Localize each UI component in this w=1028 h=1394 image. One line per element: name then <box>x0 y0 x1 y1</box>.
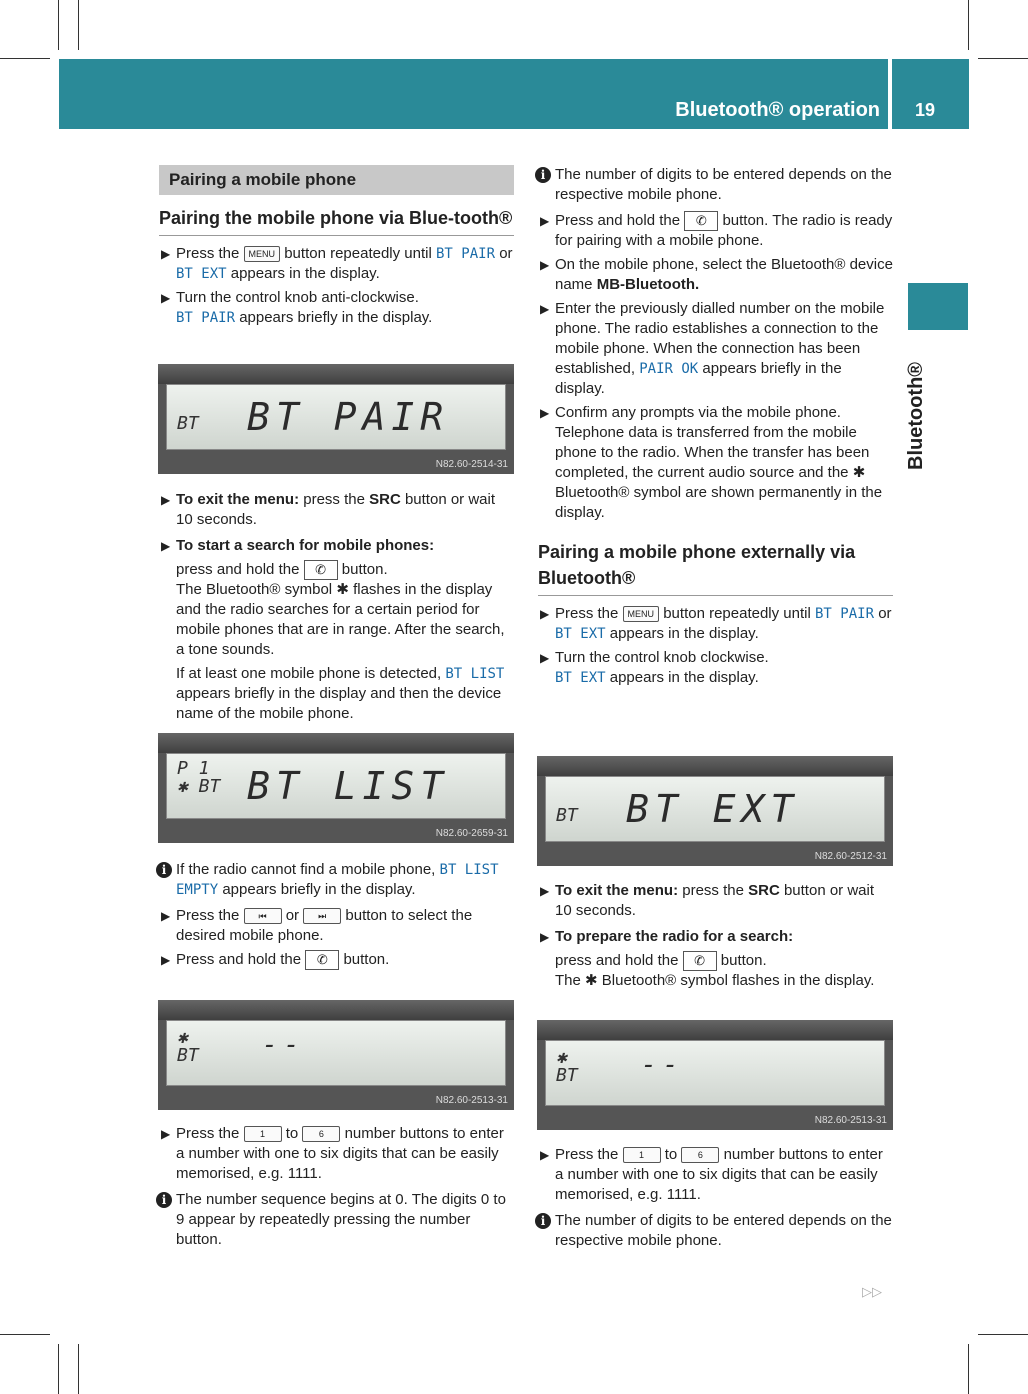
bullet-arrow-icon: ▶ <box>540 651 550 666</box>
number-key-6-icon: 6 <box>681 1147 719 1163</box>
text: The number of digits to be entered depends on the respective mobile phone. <box>555 166 892 203</box>
bluetooth-icon: ✱ <box>336 581 349 599</box>
text: press and hold the <box>555 952 679 969</box>
phone-key-icon: ✆ <box>683 951 717 971</box>
display-text: BT EXT <box>555 670 606 687</box>
lcd-small-text: ✱ BT <box>177 1027 199 1066</box>
step <box>159 244 514 284</box>
text: or <box>285 907 300 924</box>
text: press the <box>303 491 365 508</box>
crop-mark <box>78 0 79 50</box>
number-key-1-icon: 1 <box>244 1126 282 1142</box>
step <box>538 881 893 921</box>
text: number buttons to enter a number with one to six digits that can be easily memorised, e.g. 1111. <box>176 1125 504 1182</box>
paragraph <box>176 664 514 724</box>
lcd-bezel <box>537 756 893 776</box>
text: appears briefly in the display. <box>239 309 433 326</box>
info-note <box>538 1211 893 1251</box>
step <box>538 255 893 295</box>
crop-mark <box>78 1344 79 1394</box>
text: Press the <box>176 1125 240 1142</box>
step <box>159 490 514 530</box>
bullet-arrow-icon: ▶ <box>540 258 550 273</box>
text: Press the <box>555 1146 619 1163</box>
lcd-bezel <box>158 1000 514 1020</box>
page-number: 19 <box>914 100 936 120</box>
left-column-part4 <box>159 1120 514 1250</box>
header-divider <box>888 59 892 129</box>
text: Press the <box>176 245 240 262</box>
bold-text: To exit the menu: <box>176 491 300 508</box>
crop-mark <box>978 1334 1028 1335</box>
lcd-bezel <box>158 733 514 753</box>
text: appears in the display. <box>609 669 759 687</box>
crop-mark <box>0 1334 50 1335</box>
text: press and hold the <box>176 561 300 578</box>
text: button or wait 10 seconds. <box>555 882 875 919</box>
display-text: BT LIST <box>445 666 505 683</box>
bold-text: MB-Bluetooth. <box>596 276 700 294</box>
text: button. The radio is ready for pairing with a mobile phone. <box>555 212 893 250</box>
src-key-text: SRC <box>748 882 780 899</box>
heading: Pairing the mobile phone via Blue-tooth® <box>159 205 514 236</box>
number-key-1-icon: 1 <box>623 1147 661 1163</box>
chapter-tab-label: Bluetooth® <box>905 361 927 470</box>
bluetooth-icon: ✱ <box>852 464 866 482</box>
info-icon: i <box>535 1213 551 1229</box>
left-column-part2 <box>159 486 514 724</box>
step <box>538 299 893 399</box>
chapter-tab <box>908 283 968 330</box>
bullet-arrow-icon: ▶ <box>540 884 550 898</box>
text: appears briefly in the display and then the device name of the mobile phone. <box>176 685 502 723</box>
text: The Bluetooth® symbol <box>176 581 333 599</box>
crop-mark <box>58 0 59 50</box>
text: The number sequence begins at 0. The digits 0 to 9 appear by repeatedly pressing the number button. <box>176 1191 506 1248</box>
text: On the mobile phone, select the Bluetooth® device name <box>555 256 893 294</box>
text: Press and hold the <box>555 212 681 229</box>
step <box>159 536 514 556</box>
lcd-screen <box>545 776 885 842</box>
info-note <box>538 165 893 205</box>
text: Press the <box>555 605 619 623</box>
text: button to select the desired mobile phone. <box>176 907 473 944</box>
bold-text: To start a search for mobile phones: <box>176 537 435 554</box>
text: Press the <box>176 907 240 924</box>
display-text: BT PAIR <box>436 246 496 262</box>
text: If the radio cannot find a mobile phone, <box>176 861 436 878</box>
crop-mark <box>0 58 50 59</box>
step-detail <box>159 560 514 724</box>
step <box>538 927 893 947</box>
bullet-arrow-icon: ▶ <box>540 607 550 622</box>
crop-mark <box>968 1344 969 1394</box>
lcd-screen <box>166 384 506 450</box>
info-icon: i <box>156 862 172 878</box>
text: number buttons to enter a number with one to six digits that can be easily memorised, e.g. 1111. <box>555 1146 883 1203</box>
display-text: PAIR OK <box>639 361 699 378</box>
lcd-display-image <box>158 364 514 474</box>
crop-mark <box>978 58 1028 59</box>
step <box>538 604 893 644</box>
text: button repeatedly until <box>284 245 432 262</box>
bullet-arrow-icon: ▶ <box>540 214 550 228</box>
text: Bluetooth® symbol are shown permanently in the display. <box>555 484 883 522</box>
text: Turn the control knob clockwise. <box>555 649 769 667</box>
display-text: BT EXT <box>555 626 606 643</box>
lcd-main-text: BT EXT <box>626 787 800 831</box>
text: Press and hold the <box>176 951 302 968</box>
text: appears in the display. <box>230 265 380 282</box>
heading: Pairing a mobile phone externally via Bluetooth® <box>538 539 893 596</box>
left-column-part3 <box>159 854 514 970</box>
lcd-main-text: BT PAIR <box>247 395 450 439</box>
lcd-display-image <box>158 733 514 843</box>
lcd-small-text: ✱ BT <box>556 1047 578 1086</box>
left-column <box>159 165 514 328</box>
bullet-arrow-icon: ▶ <box>161 493 171 507</box>
lcd-screen <box>166 753 506 819</box>
step <box>159 1124 514 1184</box>
text: The number of digits to be entered depends on the respective mobile phone. <box>555 1212 892 1249</box>
lcd-main-text: -- <box>641 1050 685 1080</box>
step <box>538 1145 893 1205</box>
text: button. <box>341 561 388 578</box>
figure-reference: N82.60-2513-31 <box>435 1095 508 1106</box>
bold-text: To exit the menu: <box>555 882 679 899</box>
lcd-small-text: BT <box>177 413 199 434</box>
step <box>538 403 893 523</box>
display-text: BT PAIR <box>815 606 875 623</box>
lcd-display-image <box>537 1020 893 1130</box>
bullet-arrow-icon: ▶ <box>161 953 171 967</box>
lcd-small-text: BT <box>556 805 578 826</box>
section-title: Bluetooth® operation <box>675 99 880 121</box>
info-note <box>159 860 514 900</box>
step <box>538 648 893 688</box>
continue-mark: ▷▷ <box>862 1284 882 1299</box>
right-column-part3 <box>538 1141 893 1251</box>
text: appears briefly in the display. <box>222 881 416 898</box>
text: or <box>878 605 892 623</box>
skip-forward-key-icon: ⏭ <box>303 908 341 924</box>
text: to <box>285 1125 299 1142</box>
display-text: BT EXT <box>176 266 227 282</box>
text: Enter the previously dialled number on the mobile phone. The radio establishes a connection to the mobile phone. When the connection has been established, <box>555 300 885 378</box>
menu-key-icon: MENU <box>623 606 660 622</box>
lcd-main-text: -- <box>262 1030 306 1060</box>
info-icon: i <box>535 167 551 183</box>
lcd-bezel <box>158 364 514 384</box>
step <box>159 950 514 970</box>
text: appears briefly in the display. <box>555 360 842 398</box>
bullet-arrow-icon: ▶ <box>161 247 171 261</box>
text: Turn the control knob anti-clockwise. <box>176 289 419 306</box>
bullet-arrow-icon: ▶ <box>540 302 550 317</box>
bullet-arrow-icon: ▶ <box>540 930 550 944</box>
phone-key-icon: ✆ <box>684 211 718 231</box>
lcd-main-text: BT LIST <box>247 764 450 808</box>
lcd-display-image <box>158 1000 514 1110</box>
step <box>159 288 514 328</box>
text: button or wait 10 seconds. <box>176 491 496 528</box>
menu-key-icon: MENU <box>244 246 281 262</box>
crop-mark <box>968 0 969 50</box>
bullet-arrow-icon: ▶ <box>540 1148 550 1162</box>
skip-back-key-icon: ⏮ <box>244 908 282 924</box>
bluetooth-icon: ✱ <box>585 972 598 990</box>
number-key-6-icon: 6 <box>302 1126 340 1142</box>
info-icon: i <box>156 1192 172 1208</box>
text: to <box>664 1146 678 1163</box>
bullet-arrow-icon: ▶ <box>540 406 550 421</box>
lcd-display-image <box>537 756 893 866</box>
step <box>538 211 893 251</box>
figure-reference: N82.60-2512-31 <box>814 851 887 862</box>
text: If at least one mobile phone is detected, <box>176 665 442 683</box>
text: button repeatedly until <box>663 605 811 623</box>
text: button. <box>343 951 390 968</box>
text: button. <box>720 952 767 969</box>
text: Confirm any prompts via the mobile phone. Telephone data is transferred from the mobile phone to the radio. When the transfer has been completed, the current audio source and the <box>555 404 870 482</box>
crop-mark <box>58 1344 59 1394</box>
figure-reference: N82.60-2659-31 <box>435 828 508 839</box>
display-text: BT LIST EMPTY <box>176 862 499 898</box>
display-text: BT PAIR <box>176 310 236 326</box>
figure-reference: N82.60-2513-31 <box>814 1115 887 1126</box>
lcd-bezel <box>537 1020 893 1040</box>
lcd-screen <box>166 1020 506 1086</box>
info-note <box>159 1190 514 1250</box>
right-column <box>538 165 893 688</box>
phone-key-icon: ✆ <box>304 560 338 580</box>
section-bar: Pairing a mobile phone <box>159 165 514 195</box>
text: or <box>499 245 513 262</box>
text: appears in the display. <box>609 625 759 643</box>
step-detail <box>538 951 893 991</box>
text: Bluetooth® symbol flashes in the display. <box>601 972 875 990</box>
bullet-arrow-icon: ▶ <box>161 291 171 305</box>
text: flashes in the display and the radio searches for a certain period for mobile phones that are in range. After the search, a tone sounds. <box>176 581 505 659</box>
bold-text: To prepare the radio for a search: <box>555 928 794 945</box>
bullet-arrow-icon: ▶ <box>161 539 171 553</box>
step <box>159 906 514 946</box>
phone-key-icon: ✆ <box>305 950 339 970</box>
bullet-arrow-icon: ▶ <box>161 909 171 923</box>
right-column-part2 <box>538 877 893 991</box>
src-key-text: SRC <box>369 491 401 508</box>
figure-reference: N82.60-2514-31 <box>435 459 508 470</box>
text: press the <box>682 882 744 899</box>
text: The <box>555 972 581 990</box>
lcd-small-text: P 1 ✱ BT <box>177 758 221 797</box>
bullet-arrow-icon: ▶ <box>161 1127 171 1141</box>
lcd-screen <box>545 1040 885 1106</box>
